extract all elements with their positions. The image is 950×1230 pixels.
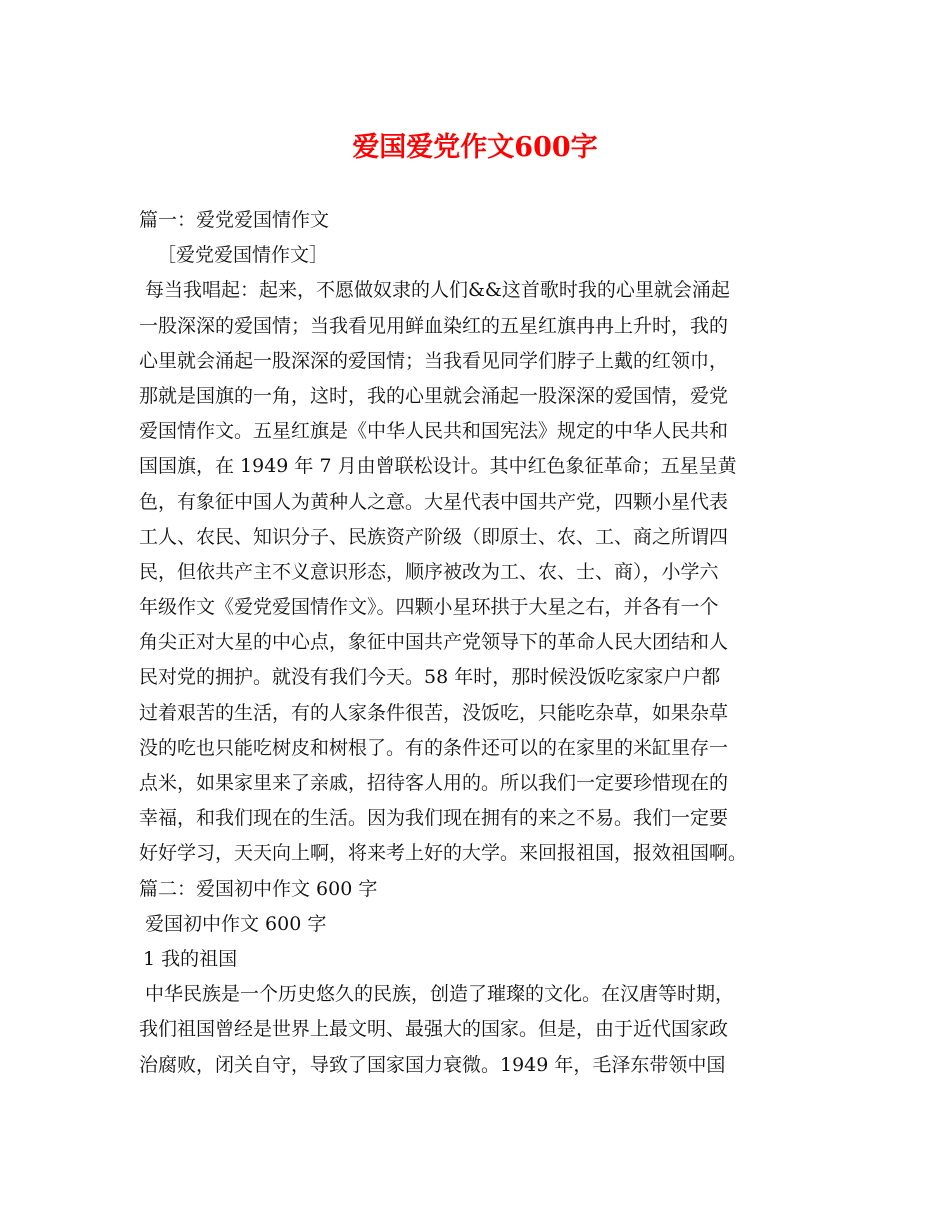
- paragraph-line: 民，但依共产主不义意识形态，顺序被改为工、农、士、商），小学六: [139, 560, 719, 583]
- document-body: [139, 203, 829, 1083]
- paragraph-line: 治腐败，闭关自守，导致了国家国力衰微。1949 年，毛泽东带领中国: [139, 1053, 726, 1076]
- page-title: 爱国爱党作文600字: [352, 132, 598, 163]
- paragraph-line: 过着艰苦的生活，有的人家条件很苦，没饭吃，只能吃杂草，如果杂草: [139, 701, 729, 724]
- paragraph-line: 中华民族是一个历史悠久的民族，创造了璀璨的文化。在汉唐等时期，: [145, 983, 735, 1006]
- paragraph-line: 年级作文《爱党爱国情作文》。四颗小星环拱于大星之右，并各有一个: [139, 596, 719, 619]
- paragraph-line: 角尖正对大星的中心点，象征中国共产党领导下的革命人民大团结和人: [139, 631, 729, 654]
- paragraph-line: 那就是国旗的一角，这时，我的心里就会涌起一股深深的爱国情，爱党: [139, 384, 729, 407]
- paragraph-line: 我们祖国曾经是世界上最文明、最强大的国家。但是，由于近代国家政: [139, 1018, 729, 1041]
- paragraph-line: 工人、农民、知识分子、民族资产阶级（即原士、农、工、商之所谓四: [139, 525, 729, 548]
- paragraph-line: 色，有象征中国人为黄种人之意。大星代表中国共产党，四颗小星代表: [139, 490, 729, 513]
- subsection-heading: ［爱党爱国情作文］: [157, 244, 329, 267]
- paragraph-line: 每当我唱起：起来，不愿做奴隶的人们&&这首歌时我的心里就会涌起: [145, 279, 730, 302]
- paragraph-line: 爱国情作文。五星红旗是《中华人民共和国宪法》规定的中华人民共和: [139, 420, 729, 443]
- paragraph-line: 幸福，和我们现在的生活。因为我们现在拥有的来之不易。我们一定要: [139, 807, 729, 830]
- paragraph-line: 国国旗，在 1949 年 7 月由曾联松设计。其中红色象征革命；五星呈黄: [139, 455, 737, 478]
- section-heading: 篇一：爱党爱国情作文: [139, 209, 330, 231]
- paragraph-line: 好好学习，天天向上啊，将来考上好的大学。来回报祖国，报效祖国啊。: [139, 842, 748, 865]
- paragraph-line: 心里就会涌起一股深深的爱国情；当我看见同学们脖子上戴的红领巾，: [139, 349, 729, 372]
- paragraph-line: 一股深深的爱国情；当我看见用鲜血染红的五星红旗冉冉上升时，我的: [139, 314, 729, 337]
- paragraph-line: 民对党的拥护。就没有我们今天。58 年时，那时候没饭吃家家户户都: [139, 666, 721, 689]
- section-heading: 篇二：爱国初中作文 600 字: [139, 877, 378, 900]
- paragraph-line: 没的吃也只能吃树皮和树根了。有的条件还可以的在家里的米缸里存一: [139, 736, 729, 759]
- subsection-heading: 1 我的祖国: [143, 947, 238, 970]
- subsection-heading: 爱国初中作文 600 字: [145, 912, 327, 935]
- paragraph-line: 点米，如果家里来了亲戚，招待客人用的。所以我们一定要珍惜现在的: [139, 772, 729, 794]
